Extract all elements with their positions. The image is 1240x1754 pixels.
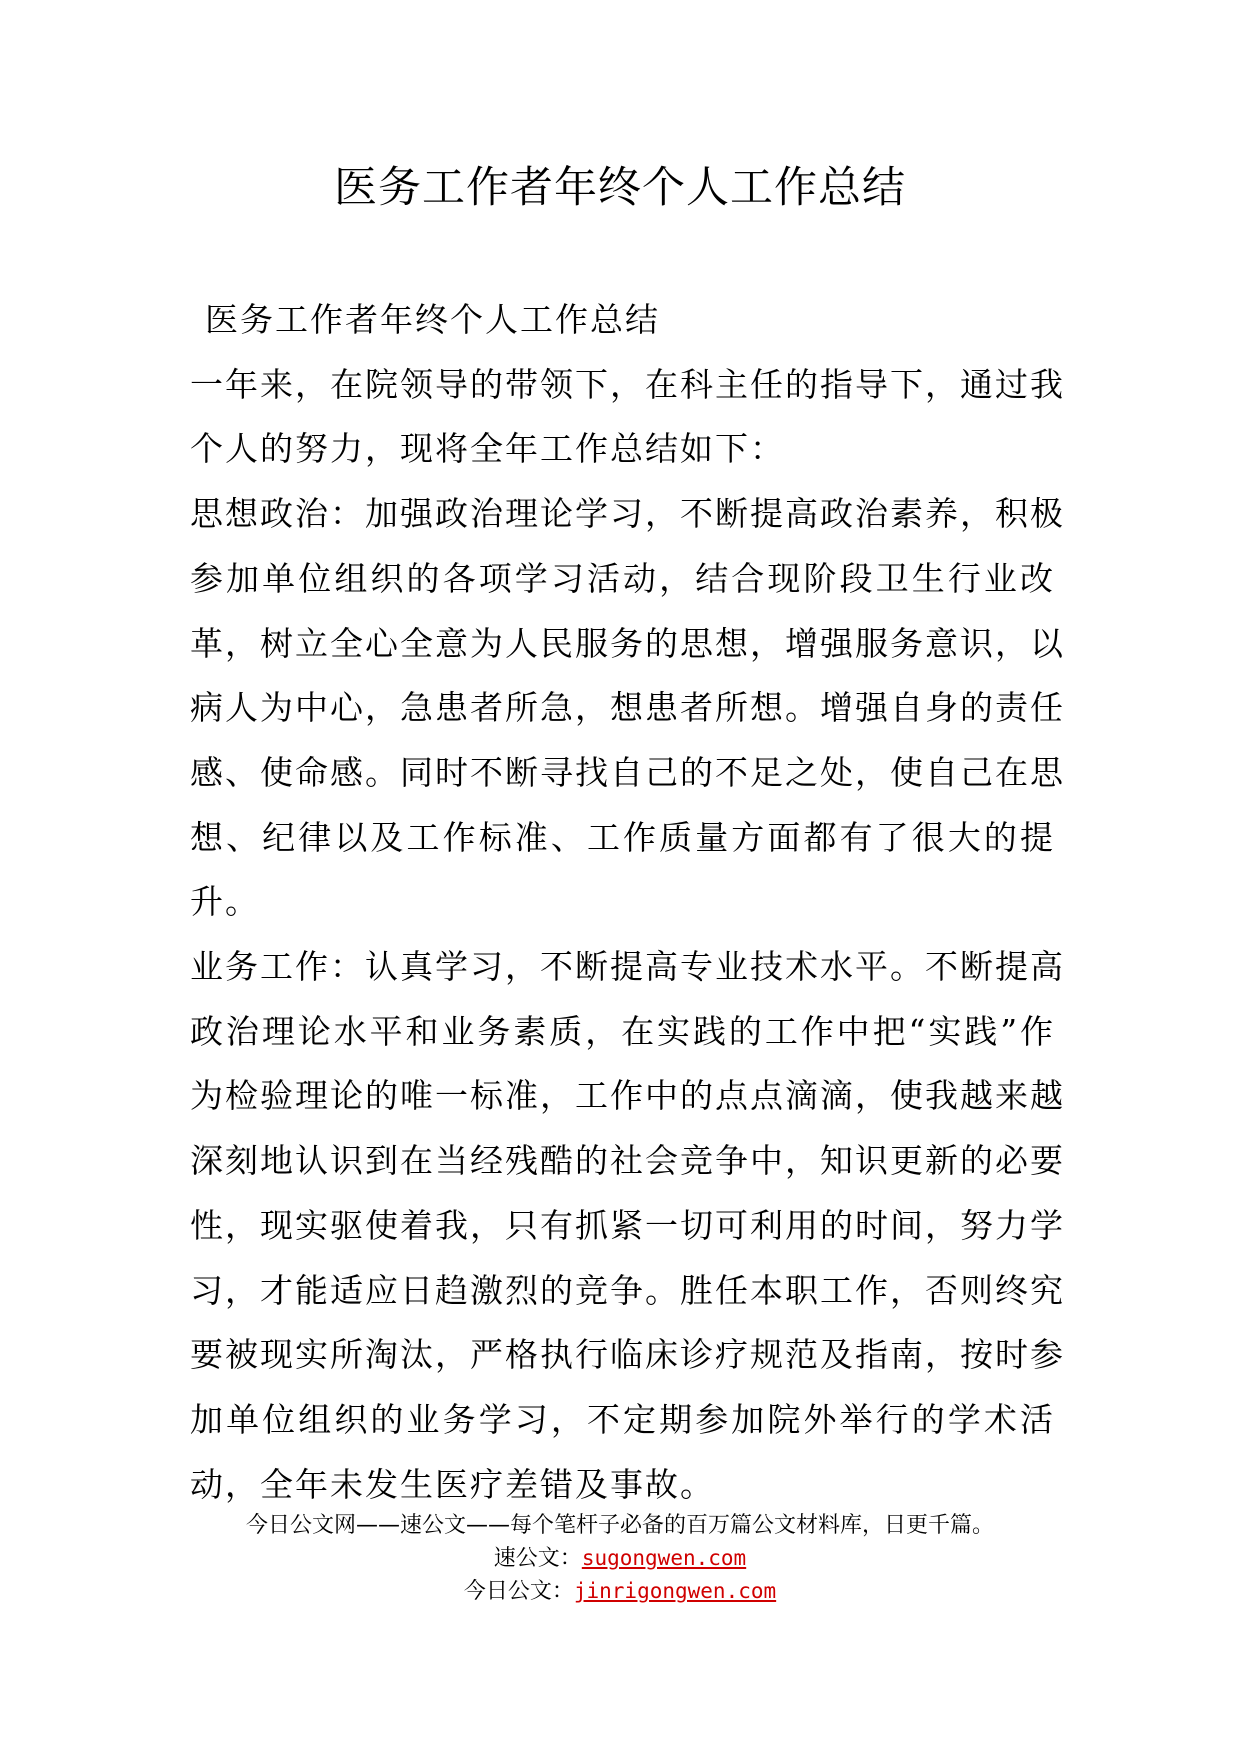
paragraph-3-line: 加单位组织的业务学习，不定期参加院外举行的学术活 xyxy=(190,1399,1055,1439)
sugongwen-label: 速公文： xyxy=(493,1546,582,1571)
jinrigongwen-link[interactable]: jinrigongwen.com xyxy=(573,1579,777,1603)
paragraph-1-line: 个人的努力，现将全年工作总结如下： xyxy=(190,429,785,469)
paragraph-2-line: 病人为中心，急患者所急，想患者所想。增强自身的责任 xyxy=(190,688,1065,728)
paragraph-3-line: 政治理论水平和业务素质，在实践的工作中把“实践”作 xyxy=(190,1011,1055,1051)
paragraph-3-line: 动，全年未发生医疗差错及事故。 xyxy=(190,1464,715,1504)
paragraph-2-line: 感、使命感。同时不断寻找自己的不足之处，使自己在思 xyxy=(190,752,1065,792)
footer-sugongwen-row xyxy=(0,1542,1240,1575)
paragraph-2-line: 升。 xyxy=(190,882,260,922)
paragraph-3-line: 性，现实驱使着我，只有抓紧一切可利用的时间，努力学 xyxy=(190,1205,1065,1245)
paragraph-3-line: 要被现实所淘汰，严格执行临床诊疗规范及指南，按时参 xyxy=(190,1335,1065,1375)
paragraph-3-line: 习，才能适应日趋激烈的竞争。胜任本职工作，否则终究 xyxy=(190,1270,1065,1310)
document-title: 医务工作者年终个人工作总结 xyxy=(334,163,906,213)
sugongwen-link[interactable]: sugongwen.com xyxy=(581,1546,747,1570)
paragraph-3-line: 深刻地认识到在当经残酷的社会竞争中，知识更新的必要 xyxy=(190,1141,1065,1181)
document-body xyxy=(190,288,1065,1517)
paragraph-1-line: 一年来，在院领导的带领下，在科主任的指导下，通过我 xyxy=(190,364,1065,404)
paragraph-3-line: 业务工作：认真学习，不断提高专业技术水平。不断提高 xyxy=(190,947,1065,987)
paragraph-2-line: 想、纪律以及工作标准、工作质量方面都有了很大的提 xyxy=(190,817,1055,857)
document-subtitle: 医务工作者年终个人工作总结 xyxy=(205,300,660,339)
paragraph-2-line: 革，树立全心全意为人民服务的思想，增强服务意识，以 xyxy=(190,623,1065,663)
footer-tagline: 今日公文网——速公文——每个笔杆子必备的百万篇公文材料库，日更千篇。 xyxy=(245,1513,994,1538)
paragraph-2-line: 参加单位组织的各项学习活动，结合现阶段卫生行业改 xyxy=(190,558,1055,598)
paragraph-3-line: 为检验理论的唯一标准，工作中的点点滴滴，使我越来越 xyxy=(190,1076,1065,1116)
jinrigongwen-label: 今日公文： xyxy=(463,1579,574,1604)
paragraph-2-line: 思想政治：加强政治理论学习，不断提高政治素养，积极 xyxy=(190,494,1065,534)
footer-jinrigongwen-row xyxy=(0,1575,1240,1608)
footer xyxy=(0,1510,1240,1608)
